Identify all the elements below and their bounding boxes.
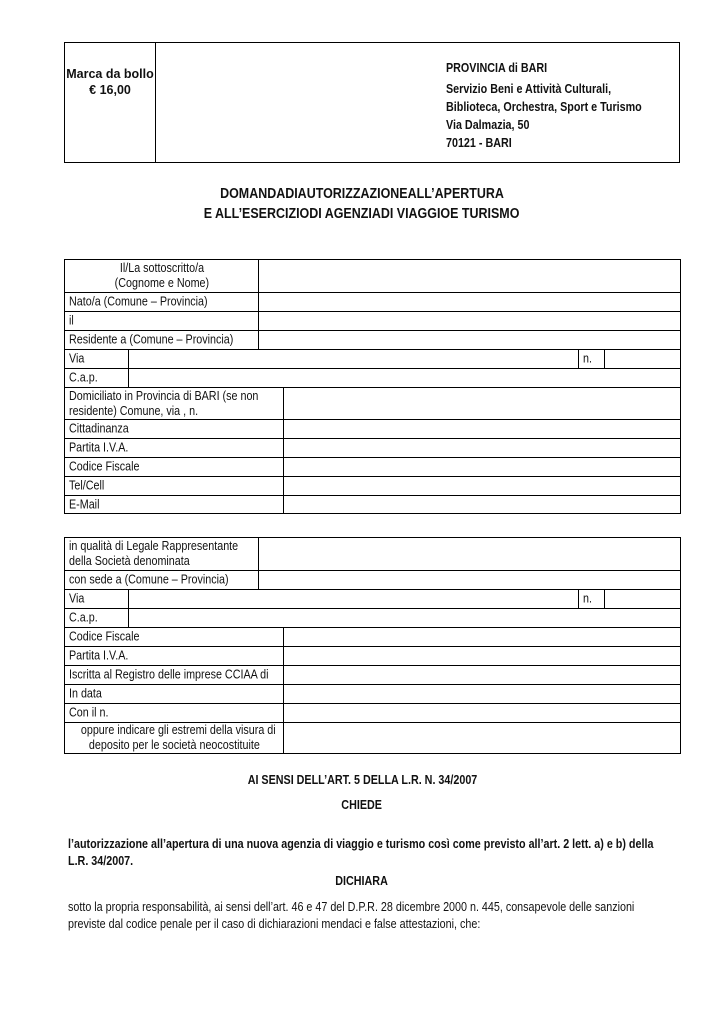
company-tax-code-label: Codice Fiscale [69, 629, 140, 644]
company-street-row [65, 589, 680, 608]
tax-code-row [65, 457, 680, 476]
company-seat-field[interactable] [259, 571, 682, 589]
legal-representative-label: in qualità di Legale Rappresentante [69, 539, 239, 553]
vat-row [65, 438, 680, 457]
street-field[interactable] [129, 350, 579, 368]
register-number-label: Con il n. [69, 705, 109, 720]
phone-row [65, 476, 680, 495]
request-text: l’autorizzazione all’apertura di una nuova agenzia di viaggio e turismo così come previsto all’art. 2 lett. a) e b) della [68, 837, 654, 851]
register-date-field[interactable] [284, 685, 682, 703]
company-postcode-row [65, 608, 680, 627]
name-label: Il/La sottoscritto/a [119, 261, 204, 275]
postcode-label: C.a.p. [69, 370, 98, 385]
birthdate-row [65, 311, 680, 330]
email-label: E-Mail [69, 497, 100, 511]
requests-heading: CHIEDE [341, 798, 383, 812]
stamp-label: Marca da bollo [66, 67, 154, 81]
birthdate-label: il [69, 313, 74, 328]
postcode-field[interactable] [129, 369, 682, 387]
header-box [64, 42, 680, 163]
tax-code-field[interactable] [284, 458, 682, 476]
name-label-hint: (Cognome e Nome) [114, 276, 209, 290]
declaration-text: sotto la propria responsabilità, ai sensi dell’art. 46 e 47 del D.P.R. 28 dicembre 2000 n. 445, consapevole delle sanzioni [68, 900, 635, 914]
birthdate-field[interactable] [259, 312, 682, 330]
filing-details-label-cont: deposito per le società neocostituite [88, 738, 260, 752]
domicile-label-cont: residente) Comune, via , n. [69, 403, 199, 418]
address-line: Biblioteca, Orchestra, Sport e Turismo [446, 100, 642, 114]
street-number-label: n. [583, 351, 592, 366]
company-seat-row [65, 570, 680, 589]
document-title-line2: E ALL’ESERCIZIODI AGENZIADI VIAGGIOE TURISMO [204, 206, 520, 222]
revenue-stamp-box [65, 43, 156, 162]
address-line: 70121 - BARI [446, 136, 512, 150]
birthplace-label: Nato/a (Comune – Provincia) [69, 294, 208, 309]
residence-row [65, 330, 680, 349]
citizenship-row [65, 419, 680, 438]
declaration-text-cont: previste dal codice penale per il caso di dichiarazioni mendaci e false attestazioni, che: [68, 917, 481, 931]
vat-label: Partita I.V.A. [69, 440, 129, 455]
applicant-form [64, 259, 681, 514]
street-row [65, 349, 680, 368]
citizenship-field[interactable] [284, 420, 682, 438]
register-date-label: In data [69, 686, 102, 701]
street-number-field[interactable] [605, 350, 682, 368]
company-vat-label: Partita I.V.A. [69, 648, 129, 663]
register-field[interactable] [284, 666, 682, 684]
stamp-amount: € 16,00 [89, 83, 131, 97]
address-line: PROVINCIA di BARI [446, 61, 548, 75]
filing-details-row [65, 722, 680, 753]
phone-label: Tel/Cell [69, 478, 105, 493]
company-vat-field[interactable] [284, 647, 682, 665]
citizenship-label: Cittadinanza [69, 421, 129, 436]
filing-details-label: oppure indicare gli estremi della visura di [80, 723, 276, 737]
tax-code-label: Codice Fiscale [69, 459, 140, 474]
company-name-label: della Società denominata [69, 554, 190, 568]
company-seat-label: con sede a (Comune – Provincia) [69, 572, 229, 587]
residence-field[interactable] [259, 331, 682, 349]
domicile-row [65, 387, 680, 419]
recipient-address [446, 59, 674, 152]
email-row [65, 495, 680, 513]
company-tax-code-field[interactable] [284, 628, 682, 646]
vat-field[interactable] [284, 439, 682, 457]
company-vat-row [65, 646, 680, 665]
name-field[interactable] [259, 260, 682, 292]
birthplace-field[interactable] [259, 293, 682, 311]
register-date-row [65, 684, 680, 703]
declares-heading: DICHIARA [335, 874, 389, 888]
domicile-label: Domiciliato in Provincia di BARI (se non [69, 388, 259, 403]
company-postcode-field[interactable] [129, 609, 682, 627]
document-title-line1: DOMANDADIAUTORIZZAZIONEALL’APERTURA [220, 186, 504, 202]
street-label: Via [69, 351, 85, 366]
domicile-field[interactable] [284, 388, 682, 419]
company-form [64, 537, 681, 754]
phone-field[interactable] [284, 477, 682, 495]
address-line: Servizio Beni e Attività Culturali, [446, 82, 612, 96]
company-tax-code-row [65, 627, 680, 646]
residence-label: Residente a (Comune – Provincia) [69, 332, 234, 347]
register-number-field[interactable] [284, 704, 682, 722]
postcode-row [65, 368, 680, 387]
email-field[interactable] [284, 496, 682, 513]
legal-reference: AI SENSI DELL’ART. 5 DELLA L.R. N. 34/2007 [247, 773, 477, 787]
birthplace-row [65, 292, 680, 311]
company-street-number-field[interactable] [605, 590, 682, 608]
company-street-label: Via [69, 591, 85, 606]
register-number-row [65, 703, 680, 722]
company-street-number-label: n. [583, 591, 592, 606]
company-name-row [65, 538, 680, 570]
company-name-field[interactable] [259, 538, 682, 570]
address-line: Via Dalmazia, 50 [446, 118, 530, 132]
request-text-cont: L.R. 34/2007. [68, 854, 134, 868]
company-street-field[interactable] [129, 590, 579, 608]
register-label: Iscritta al Registro delle imprese CCIAA di [69, 667, 269, 682]
name-row [65, 260, 680, 292]
company-postcode-label: C.a.p. [69, 610, 98, 625]
register-row [65, 665, 680, 684]
filing-details-field[interactable] [284, 723, 682, 753]
